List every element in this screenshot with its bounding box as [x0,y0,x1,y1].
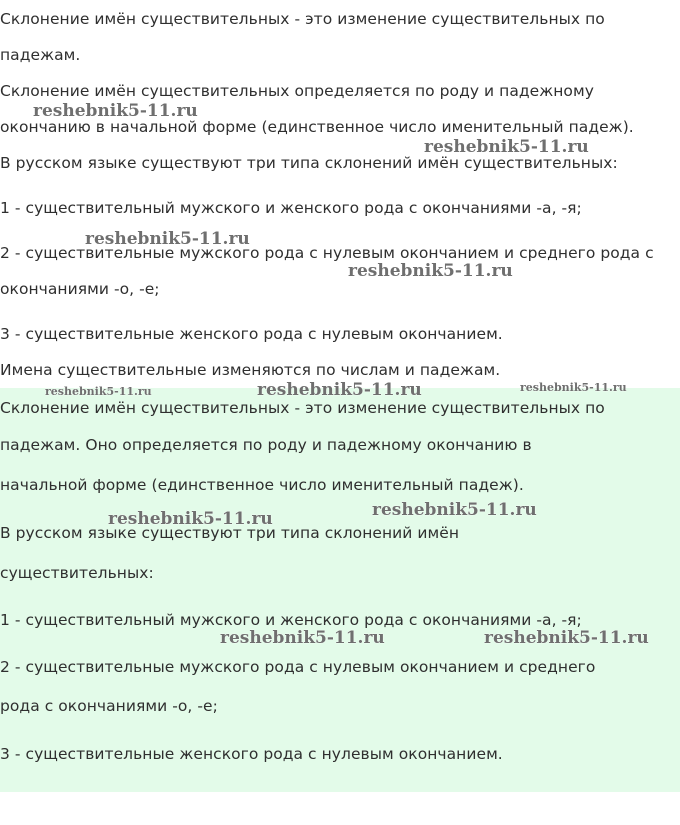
question-line: Имена существительные изменяются по числам и падежам. [0,361,501,379]
watermark: reshebnik5-11.ru [520,381,627,394]
question-line: окончанию в начальной форме (единственное число именительный падеж). [0,118,634,136]
watermark: reshebnik5-11.ru [33,101,198,121]
answer-line: падежам. Оно определяется по роду и падежному окончанию в [0,436,532,454]
question-line: 1 - существительный мужского и женского рода с окончаниями -а, -я; [0,199,582,217]
question-line: В русском языке существуют три типа склонений имён существительных: [0,154,618,172]
answer-line: Склонение имён существительных - это изменение существительных по [0,399,605,417]
question-line: падежам. [0,46,81,64]
watermark: reshebnik5-11.ru [257,380,422,400]
watermark: reshebnik5-11.ru [220,628,385,648]
answer-line: В русском языке существуют три типа склонений имён [0,524,460,542]
answer-line: начальной форме (единственное число именительный падеж). [0,476,524,494]
answer-line: 3 - существительные женского рода с нулевым окончанием. [0,745,503,763]
watermark: reshebnik5-11.ru [45,385,152,398]
question-line: Склонение имён существительных - это изменение существительных по [0,10,605,28]
question-line: окончаниями -о, -е; [0,280,160,298]
answer-line: рода с окончаниями -о, -е; [0,697,218,715]
question-line: 2 - существительные мужского рода с нулевым окончанием и среднего рода с [0,244,654,262]
watermark: reshebnik5-11.ru [85,229,250,249]
question-line: 3 - существительные женского рода с нулевым окончанием. [0,325,503,343]
answer-line: существительных: [0,564,154,582]
answer-line: 1 - существительный мужского и женского рода с окончаниями -а, -я; [0,611,582,629]
question-line: Склонение имён существительных определяется по роду и падежному [0,82,594,100]
watermark: reshebnik5-11.ru [348,261,513,281]
watermark: reshebnik5-11.ru [484,628,649,648]
watermark: reshebnik5-11.ru [372,500,537,520]
watermark: reshebnik5-11.ru [424,137,589,157]
watermark: reshebnik5-11.ru [108,509,273,529]
answer-line: 2 - существительные мужского рода с нулевым окончанием и среднего [0,658,596,676]
